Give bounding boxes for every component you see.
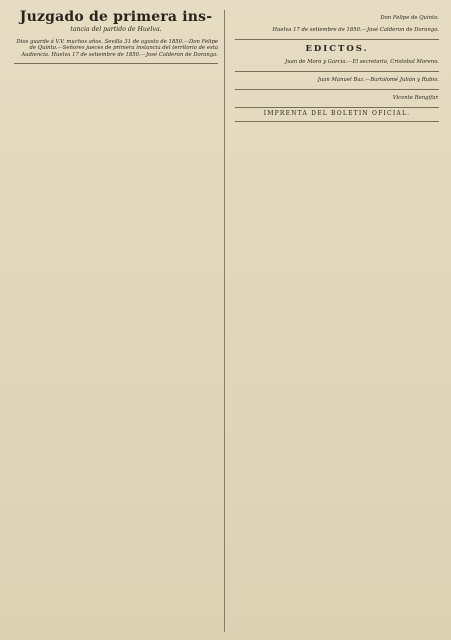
section-divider xyxy=(235,39,439,40)
section-divider xyxy=(14,63,218,64)
section-divider xyxy=(235,71,439,72)
right-column xyxy=(235,10,439,632)
columns xyxy=(14,10,439,632)
edicto-signature: Vicente Rengifar. xyxy=(392,95,439,101)
section-headline: Juzgado de primera ins- xyxy=(19,10,213,25)
printer-footer: IMPRENTA DEL BOLETIN OFICIAL. xyxy=(235,107,439,122)
edictos-title: EDICTOS. xyxy=(305,43,369,54)
edicto-signature: Juan Manuel Baz.—Bartolomé Julián y Rubio. xyxy=(317,77,439,83)
edicto-signature: Juan de Mora y Garcia.—El secretario, Cristobal Moreno. xyxy=(285,59,439,65)
article-signature: Don Felipe de Quinto. xyxy=(380,15,439,22)
section-subhead: tancia del partido de Huelva. xyxy=(70,26,162,33)
section-divider xyxy=(235,89,439,90)
article-signature: Dios guarde á V.V. muchos años. Sevilla 31 de agosto de 1850.—Don Felipe de Quinto.—Señores jueces de primera instancia del territorio de esta Audiencia. Huelva 17 de setiembre de 1850.—José Calderon de Dorango. xyxy=(16,38,218,58)
article-signature: Huelva 17 de setiembre de 1850.—José Calderon de Dorango. xyxy=(272,27,439,33)
left-column xyxy=(14,10,225,632)
